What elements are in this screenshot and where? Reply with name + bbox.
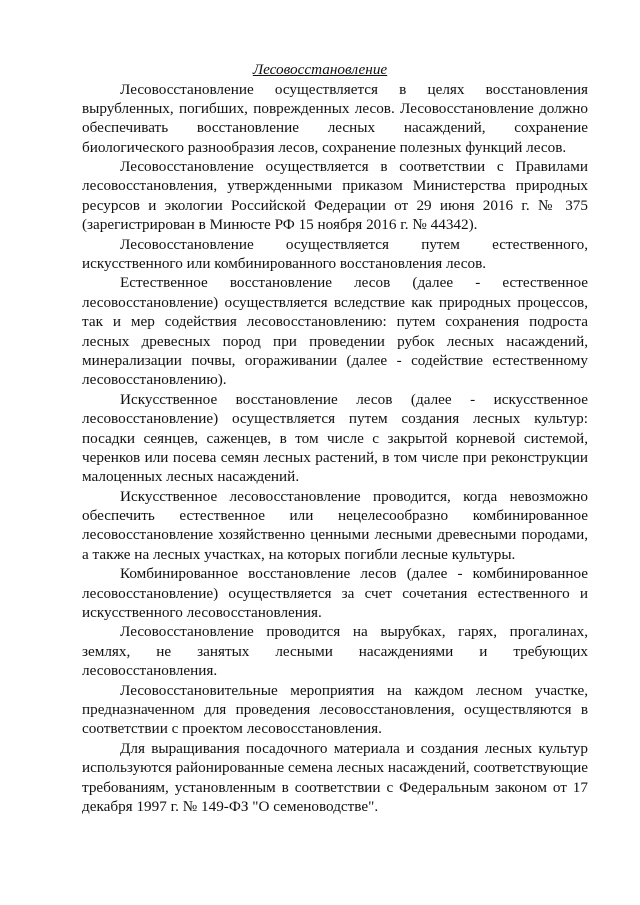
document-title: Лесовосстановление [252,61,388,78]
paragraph-line: соответствии с проектом лесовосстановления. [82,720,382,738]
paragraph-line: искусственного лесовосстановления. [82,604,322,622]
paragraph-line: малоценных лесных насаждений. [82,468,300,486]
paragraph-line: лесовосстановление) осуществляется путем создания лесных культур: [82,410,588,428]
paragraph-line: лесовосстановление) осуществляется вследствие как природных процессов, [82,293,588,311]
paragraph-line: вырубленных, погибших, поврежденных лесов. Лесовосстановление должно [82,99,588,117]
paragraph-line: лесовосстановления. [82,662,218,680]
document-body [82,80,588,817]
paragraph [82,681,588,739]
paragraph-line: декабря 1997 г. № 149-ФЗ "О семеноводстве". [82,797,379,815]
paragraph-line: используются районированные семена лесных насаждений, соответствующие [82,759,588,777]
paragraph-line: обеспечивать восстановление лесных насаждений, сохранение [82,119,588,137]
paragraph-line: ресурсов и экологии Российской Федерации от 29 июня 2016 г. № 375 [82,196,588,214]
paragraph [82,80,588,158]
paragraph [82,487,588,565]
paragraph-line: обеспечить естественное или нецелесообразно комбинированное [82,507,588,525]
paragraph-line: Лесовосстановление проводится на вырубках, гарях, прогалинах, [120,623,588,641]
paragraph [82,235,588,274]
paragraph-line: предназначенном для проведения лесовосстановления, осуществляются в [82,701,588,718]
paragraph-line: землях, не занятых лесными насаждениями и требующих [82,642,588,660]
paragraph-line: Лесовосстановление осуществляется в соответствии с Правилами [120,158,588,176]
paragraph-line: (зарегистрирован в Минюсте РФ 15 ноября 2016 г. № 44342). [82,216,478,234]
paragraph [82,622,588,680]
paragraph-line: лесовосстановление хозяйственно ценными лесными древесными породами, [82,526,588,544]
paragraph-line: лесовосстановления, утвержденными приказом Министерства природных [82,177,588,195]
paragraph-line: Искусственное восстановление лесов (далее - искусственное [120,390,588,408]
paragraph [82,564,588,622]
paragraph-line: лесных древесных пород при проведении рубок лесных насаждений, [82,332,588,350]
paragraph [82,390,588,487]
paragraph-line: лесовосстановление) осуществляется за счет сочетания естественного и [82,584,588,602]
paragraph [82,739,588,817]
paragraph-line: лесовосстановлению). [82,371,227,389]
paragraph-line: искусственного или комбинированного восстановления лесов. [82,255,487,273]
paragraph [82,273,588,389]
paragraph-line: Лесовосстановление осуществляется путем естественного, [120,235,588,253]
paragraph-line: Комбинированное восстановление лесов (далее - комбинированное [120,565,588,583]
paragraph [82,157,588,235]
paragraph-line: Искусственное лесовосстановление проводится, когда невозможно [120,487,588,505]
paragraph-line: минерализации почвы, огораживании (далее - содействие естественному [82,351,588,369]
paragraph-line: Лесовосстановление осуществляется в целях восстановления [120,80,588,98]
paragraph-line: Для выращивания посадочного материала и создания лесных культур [120,739,588,757]
paragraph-line: посадки сеянцев, саженцев, в том числе с закрытой корневой системой, [82,429,588,447]
paragraph-line: Лесовосстановительные мероприятия на каждом лесном участке, [120,681,588,699]
paragraph-line: а также на лесных участках, на которых погибли лесные культуры. [82,545,516,563]
paragraph-line: Естественное восстановление лесов (далее - естественное [120,274,588,292]
paragraph-line: требованиям, установленным в соответствии с Федеральным законом от 17 [82,778,588,796]
paragraph-line: так и мер содействия лесовосстановлению: путем сохранения подроста [82,313,588,331]
paragraph-line: черенков или посева семян лесных растений, в том числе при реконструкции [82,448,588,466]
paragraph-line: биологического разнообразия лесов, сохранение полезных функций лесов. [82,138,567,156]
